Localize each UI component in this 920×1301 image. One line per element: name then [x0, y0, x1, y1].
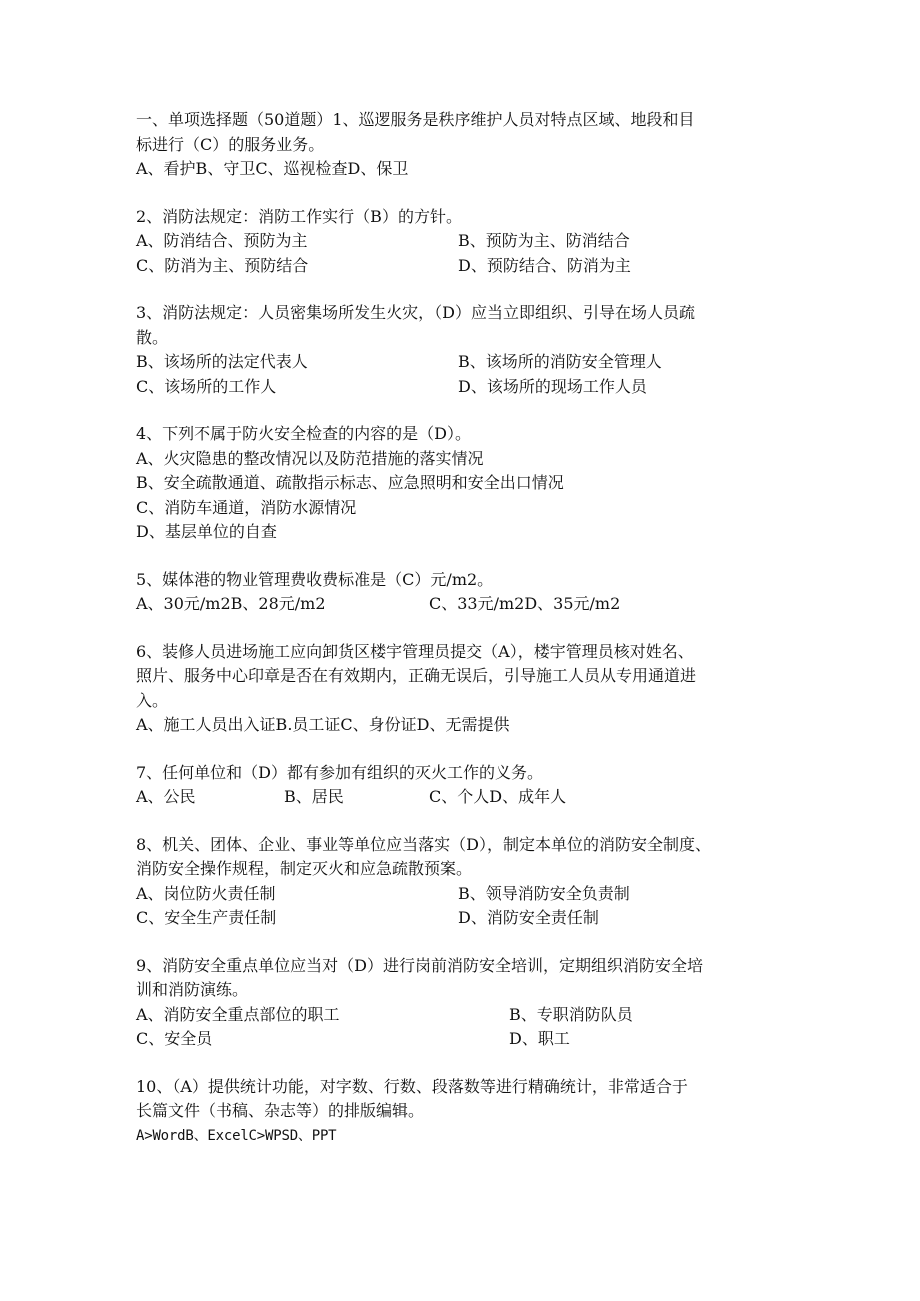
question-text: 10、（A）提供统计功能，对字数、行数、段落数等进行精确统计，非常适合于: [136, 1076, 688, 1096]
option-b: B、预防为主、防消结合: [458, 231, 630, 250]
question-text: 标进行（C）的服务业务。: [136, 134, 325, 154]
options-grid: [136, 592, 796, 617]
question-3: [136, 301, 796, 399]
option-a: A、岗位防火责任制: [136, 883, 276, 903]
option-b: B、领导消防安全负责制: [458, 883, 630, 903]
question-text: 一、单项选择题（50道题）1、巡逻服务是秩序维护人员对特点区域、地段和目: [136, 110, 695, 129]
option-c: C、消防车通道，消防水源情况: [136, 497, 357, 517]
options-grid: [136, 350, 796, 399]
option-b: B、专职消防队员: [509, 1004, 633, 1024]
option-c: C、防消为主、预防结合: [136, 255, 309, 275]
option-cd: C、33元/m2D、35元/m2: [429, 594, 621, 613]
question-2: [136, 205, 796, 279]
option-line: A、施工人员出入证B.员工证C、身份证D、无需提供: [136, 715, 510, 734]
options-grid: [136, 1003, 796, 1052]
question-text: 4、下列不属于防火安全检查的内容的是（D）。: [136, 424, 472, 443]
option-c: C、安全生产责任制: [136, 908, 277, 927]
question-text: 9、消防安全重点单位应当对（D）进行岗前消防安全培训，定期组织消防安全培: [136, 955, 704, 975]
question-text: 长篇文件（书稿、杂志等）的排版编辑。: [136, 1101, 425, 1120]
question-text: 2、消防法规定：消防工作实行（B）的方针。: [136, 206, 462, 226]
options-grid: [136, 229, 796, 278]
option-a: A、消防安全重点部位的职工: [136, 1004, 340, 1024]
question-10: [136, 1075, 796, 1149]
question-text: 照片、服务中心印章是否在有效期内，正确无误后，引导施工人员从专用通道进: [136, 666, 697, 685]
question-text: 入。: [136, 690, 169, 710]
options-grid: [136, 785, 796, 810]
question-text: 散。: [136, 327, 169, 347]
option-a: A、公民: [136, 787, 196, 806]
question-text: 消防安全操作规程，制定灭火和应急疏散预案。: [136, 859, 473, 878]
question-text: 6、装修人员进场施工应向卸货区楼宇管理员提交（A），楼宇管理员核对姓名、: [136, 641, 694, 661]
option-ab: A、30元/m2B、28元/m2: [136, 594, 326, 613]
question-text: 5、媒体港的物业管理费收费标准是（C）元/m2。: [136, 569, 494, 589]
option-d: D、消防安全责任制: [458, 908, 599, 927]
question-5: [136, 568, 796, 617]
option-d: D、预防结合、防消为主: [458, 255, 631, 275]
question-7: [136, 761, 796, 810]
question-4: [136, 422, 796, 545]
option-d: D、基层单位的自查: [136, 522, 277, 541]
question-8: [136, 833, 796, 931]
options-grid: [136, 882, 796, 931]
question-9: [136, 954, 796, 1052]
option-a: B、该场所的法定代表人: [136, 352, 308, 371]
question-1: [136, 108, 796, 182]
option-d: D、该场所的现场工作人员: [458, 376, 647, 396]
option-b: B、安全疏散通道、疏散指示标志、应急照明和安全出口情况: [136, 473, 564, 492]
question-text: 7、任何单位和（D）都有参加有组织的灭火工作的义务。: [136, 762, 544, 782]
option-d: D、职工: [509, 1029, 570, 1048]
option-a: A、火灾隐患的整改情况以及防范措施的落实情况: [136, 448, 484, 468]
option-c: C、该场所的工作人: [136, 376, 277, 396]
exam-page: [136, 108, 796, 1171]
question-text: 3、消防法规定：人员密集场所发生火灾，（D）应当立即组织、引导在场人员疏: [136, 303, 696, 322]
option-c: C、安全员: [136, 1029, 213, 1048]
question-text: 训和消防演练。: [136, 980, 249, 999]
option-line: A、看护B、守卫C、巡视检查D、保卫: [136, 159, 409, 178]
option-line: A>WordB、ExcelC>WPSD、PPT: [136, 1127, 337, 1144]
question-6: [136, 640, 796, 738]
option-cd: C、个人D、成年人: [429, 787, 567, 806]
question-text: 8、机关、团体、企业、事业等单位应当落实（D），制定本单位的消防安全制度、: [136, 834, 712, 854]
option-a: A、防消结合、预防为主: [136, 231, 308, 250]
option-b: B、该场所的消防安全管理人: [458, 352, 662, 371]
option-b: B、居民: [284, 787, 344, 806]
